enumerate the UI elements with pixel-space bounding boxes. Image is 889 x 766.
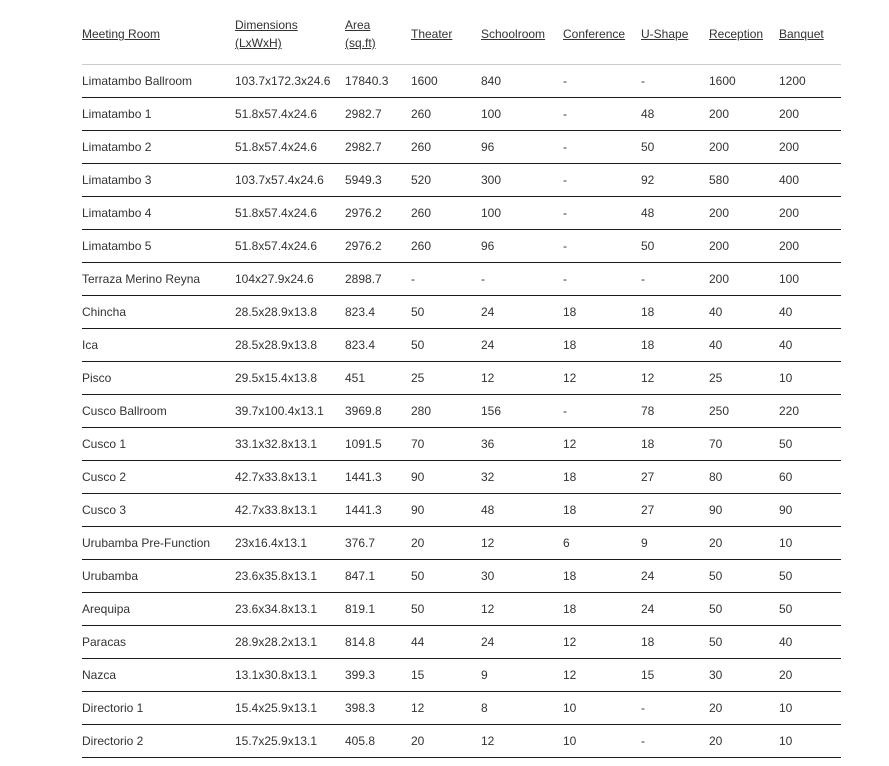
cell-name: Directorio 1	[82, 692, 235, 725]
cell-schoolroom: 12	[481, 593, 563, 626]
cell-dimensions: 42.7x33.8x13.1	[235, 494, 345, 527]
cell-theater: -	[411, 263, 481, 296]
cell-schoolroom: 48	[481, 494, 563, 527]
cell-schoolroom: 100	[481, 98, 563, 131]
cell-reception: 70	[709, 428, 779, 461]
cell-banquet: 20	[779, 659, 841, 692]
table-row	[82, 263, 841, 296]
cell-name: Limatambo 1	[82, 98, 235, 131]
cell-schoolroom: 96	[481, 131, 563, 164]
cell-banquet: 10	[779, 725, 841, 758]
cell-u-shape: 15	[641, 659, 709, 692]
cell-dimensions: 13.1x30.8x13.1	[235, 659, 345, 692]
cell-schoolroom: 30	[481, 560, 563, 593]
cell-u-shape: 18	[641, 329, 709, 362]
cell-reception: 50	[709, 626, 779, 659]
cell-dimensions: 28.5x28.9x13.8	[235, 329, 345, 362]
cell-conference: 12	[563, 626, 641, 659]
cell-name: Limatambo 2	[82, 131, 235, 164]
cell-theater: 25	[411, 362, 481, 395]
cell-banquet: 1200	[779, 65, 841, 98]
cell-theater: 50	[411, 560, 481, 593]
cell-banquet: 200	[779, 197, 841, 230]
cell-banquet: 10	[779, 362, 841, 395]
cell-area: 1091.5	[345, 428, 411, 461]
cell-theater: 90	[411, 461, 481, 494]
cell-banquet: 50	[779, 428, 841, 461]
cell-area: 2976.2	[345, 197, 411, 230]
cell-theater: 520	[411, 164, 481, 197]
cell-reception: 250	[709, 395, 779, 428]
cell-reception: 40	[709, 296, 779, 329]
cell-conference: 10	[563, 725, 641, 758]
table-row	[82, 659, 841, 692]
cell-name: Chincha	[82, 296, 235, 329]
cell-name: Urubamba Pre-Function	[82, 527, 235, 560]
cell-reception: 20	[709, 725, 779, 758]
cell-conference: -	[563, 98, 641, 131]
cell-u-shape: 24	[641, 560, 709, 593]
meeting-room-capacity-table	[82, 12, 841, 758]
table-row	[82, 65, 841, 98]
cell-conference: 18	[563, 593, 641, 626]
cell-name: Cusco 2	[82, 461, 235, 494]
cell-name: Paracas	[82, 626, 235, 659]
cell-conference: -	[563, 131, 641, 164]
cell-name: Limatambo 4	[82, 197, 235, 230]
table-row	[82, 593, 841, 626]
cell-u-shape: 9	[641, 527, 709, 560]
cell-u-shape: 24	[641, 593, 709, 626]
cell-u-shape: 27	[641, 461, 709, 494]
cell-area: 2898.7	[345, 263, 411, 296]
cell-dimensions: 28.9x28.2x13.1	[235, 626, 345, 659]
cell-banquet: 400	[779, 164, 841, 197]
cell-dimensions: 23x16.4x13.1	[235, 527, 345, 560]
table-row	[82, 461, 841, 494]
cell-area: 5949.3	[345, 164, 411, 197]
cell-conference: -	[563, 230, 641, 263]
cell-conference: 12	[563, 362, 641, 395]
cell-area: 2982.7	[345, 98, 411, 131]
cell-conference: 10	[563, 692, 641, 725]
cell-banquet: 90	[779, 494, 841, 527]
cell-banquet: 200	[779, 230, 841, 263]
cell-name: Limatambo Ballroom	[82, 65, 235, 98]
cell-u-shape: -	[641, 692, 709, 725]
cell-reception: 80	[709, 461, 779, 494]
cell-dimensions: 23.6x35.8x13.1	[235, 560, 345, 593]
column-header-theater: Theater	[411, 12, 481, 65]
cell-name: Nazca	[82, 659, 235, 692]
cell-u-shape: 92	[641, 164, 709, 197]
cell-reception: 200	[709, 230, 779, 263]
cell-banquet: 60	[779, 461, 841, 494]
cell-conference: 18	[563, 461, 641, 494]
cell-schoolroom: 12	[481, 527, 563, 560]
cell-schoolroom: 840	[481, 65, 563, 98]
cell-banquet: 200	[779, 131, 841, 164]
cell-dimensions: 104x27.9x24.6	[235, 263, 345, 296]
cell-schoolroom: 156	[481, 395, 563, 428]
cell-banquet: 220	[779, 395, 841, 428]
cell-area: 814.8	[345, 626, 411, 659]
cell-dimensions: 42.7x33.8x13.1	[235, 461, 345, 494]
column-header-banquet: Banquet	[779, 12, 841, 65]
column-header-conference: Conference	[563, 12, 641, 65]
cell-area: 376.7	[345, 527, 411, 560]
cell-theater: 50	[411, 329, 481, 362]
cell-area: 1441.3	[345, 494, 411, 527]
cell-theater: 50	[411, 593, 481, 626]
cell-theater: 280	[411, 395, 481, 428]
cell-theater: 20	[411, 725, 481, 758]
cell-area: 823.4	[345, 329, 411, 362]
cell-u-shape: 48	[641, 197, 709, 230]
cell-dimensions: 39.7x100.4x13.1	[235, 395, 345, 428]
cell-name: Ica	[82, 329, 235, 362]
cell-banquet: 10	[779, 692, 841, 725]
cell-dimensions: 51.8x57.4x24.6	[235, 131, 345, 164]
cell-banquet: 200	[779, 98, 841, 131]
cell-schoolroom: 24	[481, 296, 563, 329]
cell-area: 451	[345, 362, 411, 395]
cell-reception: 30	[709, 659, 779, 692]
column-header-dimensions: Dimensions (LxWxH)	[235, 12, 345, 65]
cell-reception: 200	[709, 131, 779, 164]
cell-u-shape: -	[641, 725, 709, 758]
cell-u-shape: 78	[641, 395, 709, 428]
cell-theater: 70	[411, 428, 481, 461]
cell-conference: -	[563, 197, 641, 230]
cell-conference: 18	[563, 329, 641, 362]
cell-u-shape: -	[641, 263, 709, 296]
cell-schoolroom: 24	[481, 626, 563, 659]
cell-schoolroom: 12	[481, 362, 563, 395]
cell-area: 819.1	[345, 593, 411, 626]
cell-name: Arequipa	[82, 593, 235, 626]
cell-name: Cusco Ballroom	[82, 395, 235, 428]
column-header-reception: Reception	[709, 12, 779, 65]
cell-theater: 12	[411, 692, 481, 725]
cell-conference: 12	[563, 428, 641, 461]
cell-theater: 1600	[411, 65, 481, 98]
cell-area: 2982.7	[345, 131, 411, 164]
cell-dimensions: 29.5x15.4x13.8	[235, 362, 345, 395]
table-row	[82, 527, 841, 560]
column-header-u-shape: U-Shape	[641, 12, 709, 65]
cell-reception: 50	[709, 593, 779, 626]
cell-dimensions: 103.7x57.4x24.6	[235, 164, 345, 197]
cell-reception: 20	[709, 527, 779, 560]
cell-u-shape: 12	[641, 362, 709, 395]
cell-conference: -	[563, 263, 641, 296]
cell-reception: 1600	[709, 65, 779, 98]
cell-schoolroom: 24	[481, 329, 563, 362]
cell-u-shape: 50	[641, 230, 709, 263]
cell-name: Urubamba	[82, 560, 235, 593]
cell-theater: 20	[411, 527, 481, 560]
table-row	[82, 626, 841, 659]
cell-dimensions: 103.7x172.3x24.6	[235, 65, 345, 98]
table-header	[82, 12, 841, 65]
table-row	[82, 362, 841, 395]
table-row	[82, 494, 841, 527]
cell-u-shape: 50	[641, 131, 709, 164]
table-row	[82, 428, 841, 461]
cell-dimensions: 51.8x57.4x24.6	[235, 230, 345, 263]
cell-dimensions: 33.1x32.8x13.1	[235, 428, 345, 461]
cell-area: 823.4	[345, 296, 411, 329]
cell-theater: 50	[411, 296, 481, 329]
cell-u-shape: -	[641, 65, 709, 98]
cell-theater: 260	[411, 197, 481, 230]
cell-reception: 200	[709, 263, 779, 296]
cell-dimensions: 51.8x57.4x24.6	[235, 197, 345, 230]
cell-conference: -	[563, 164, 641, 197]
table-body	[82, 65, 841, 758]
cell-name: Cusco 3	[82, 494, 235, 527]
cell-schoolroom: 100	[481, 197, 563, 230]
cell-u-shape: 48	[641, 98, 709, 131]
cell-dimensions: 28.5x28.9x13.8	[235, 296, 345, 329]
cell-area: 17840.3	[345, 65, 411, 98]
cell-theater: 260	[411, 98, 481, 131]
cell-name: Pisco	[82, 362, 235, 395]
cell-conference: 18	[563, 494, 641, 527]
cell-schoolroom: 300	[481, 164, 563, 197]
table-row	[82, 329, 841, 362]
cell-name: Limatambo 5	[82, 230, 235, 263]
cell-theater: 90	[411, 494, 481, 527]
cell-reception: 200	[709, 197, 779, 230]
cell-schoolroom: 32	[481, 461, 563, 494]
cell-conference: 12	[563, 659, 641, 692]
cell-area: 398.3	[345, 692, 411, 725]
table-row	[82, 296, 841, 329]
table-row	[82, 560, 841, 593]
cell-schoolroom: 9	[481, 659, 563, 692]
cell-banquet: 40	[779, 296, 841, 329]
column-header-meeting-room: Meeting Room	[82, 12, 235, 65]
cell-schoolroom: 36	[481, 428, 563, 461]
cell-name: Terraza Merino Reyna	[82, 263, 235, 296]
cell-conference: -	[563, 395, 641, 428]
cell-banquet: 40	[779, 626, 841, 659]
cell-conference: 18	[563, 560, 641, 593]
column-header-schoolroom: Schoolroom	[481, 12, 563, 65]
cell-schoolroom: 12	[481, 725, 563, 758]
table-row	[82, 395, 841, 428]
table-row	[82, 230, 841, 263]
cell-area: 2976.2	[345, 230, 411, 263]
cell-area: 847.1	[345, 560, 411, 593]
cell-u-shape: 18	[641, 296, 709, 329]
cell-dimensions: 23.6x34.8x13.1	[235, 593, 345, 626]
cell-schoolroom: -	[481, 263, 563, 296]
cell-schoolroom: 96	[481, 230, 563, 263]
cell-name: Directorio 2	[82, 725, 235, 758]
column-header-area: Area (sq.ft)	[345, 12, 411, 65]
cell-theater: 15	[411, 659, 481, 692]
cell-area: 3969.8	[345, 395, 411, 428]
cell-theater: 260	[411, 131, 481, 164]
cell-banquet: 50	[779, 593, 841, 626]
cell-reception: 580	[709, 164, 779, 197]
cell-dimensions: 51.8x57.4x24.6	[235, 98, 345, 131]
table-row	[82, 131, 841, 164]
cell-schoolroom: 8	[481, 692, 563, 725]
cell-dimensions: 15.4x25.9x13.1	[235, 692, 345, 725]
cell-name: Cusco 1	[82, 428, 235, 461]
cell-reception: 20	[709, 692, 779, 725]
table-row	[82, 197, 841, 230]
cell-reception: 50	[709, 560, 779, 593]
cell-reception: 40	[709, 329, 779, 362]
cell-banquet: 10	[779, 527, 841, 560]
cell-u-shape: 18	[641, 428, 709, 461]
table-row	[82, 692, 841, 725]
cell-theater: 260	[411, 230, 481, 263]
cell-reception: 200	[709, 98, 779, 131]
cell-u-shape: 27	[641, 494, 709, 527]
cell-theater: 44	[411, 626, 481, 659]
cell-area: 1441.3	[345, 461, 411, 494]
cell-banquet: 50	[779, 560, 841, 593]
cell-reception: 25	[709, 362, 779, 395]
table-row	[82, 164, 841, 197]
cell-u-shape: 18	[641, 626, 709, 659]
cell-conference: 6	[563, 527, 641, 560]
cell-area: 399.3	[345, 659, 411, 692]
cell-area: 405.8	[345, 725, 411, 758]
cell-dimensions: 15.7x25.9x13.1	[235, 725, 345, 758]
cell-conference: -	[563, 65, 641, 98]
cell-conference: 18	[563, 296, 641, 329]
cell-reception: 90	[709, 494, 779, 527]
cell-name: Limatambo 3	[82, 164, 235, 197]
header-row	[82, 12, 841, 65]
cell-banquet: 40	[779, 329, 841, 362]
table-row	[82, 725, 841, 758]
table-row	[82, 98, 841, 131]
cell-banquet: 100	[779, 263, 841, 296]
